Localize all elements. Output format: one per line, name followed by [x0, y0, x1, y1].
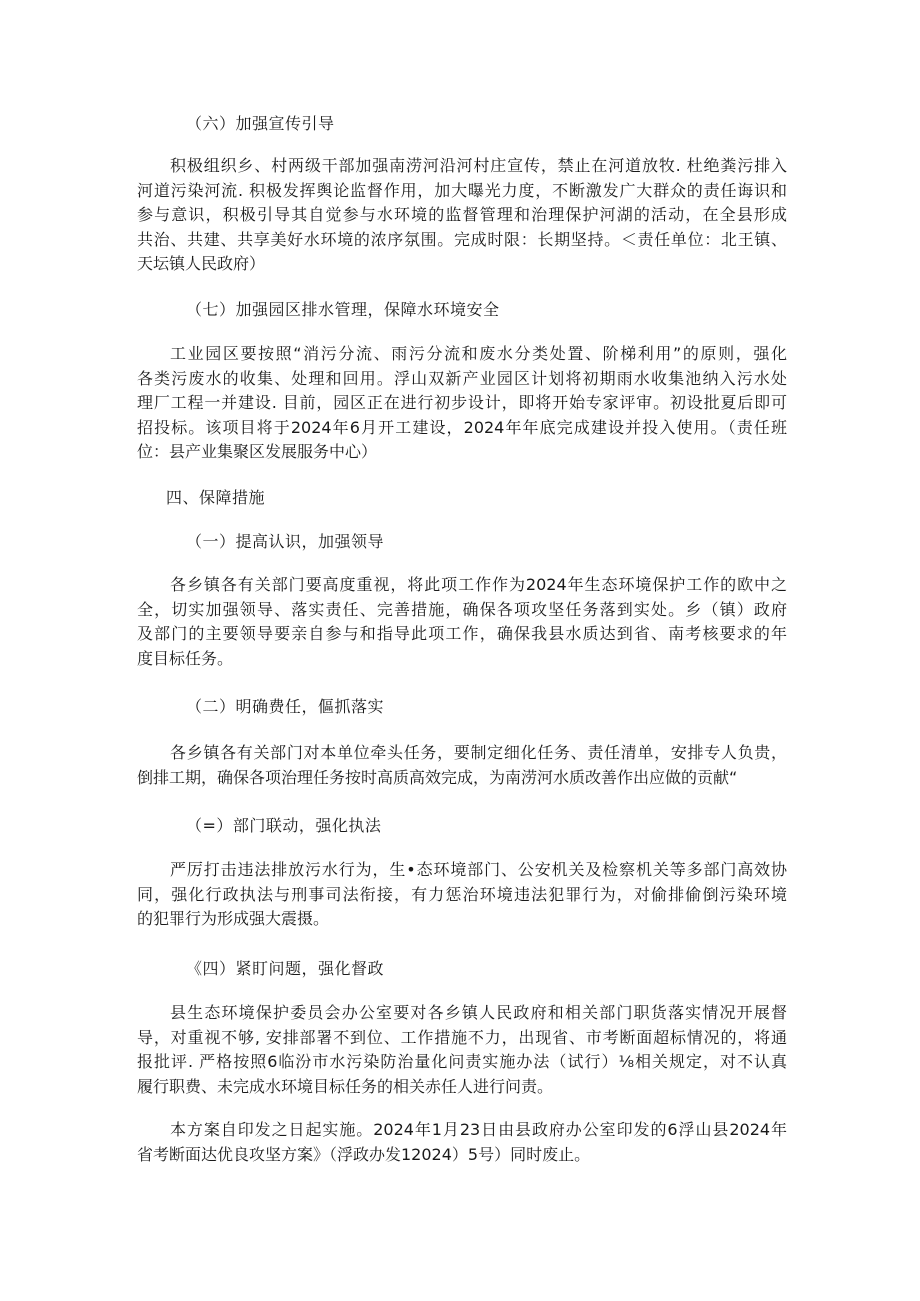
paragraph-line: 各乡镇各有关部门要高度重视，将此项工作作为2024年生态环境保护工作的欧中之	[170, 575, 787, 594]
paragraph-line: 省考断面达优良攻坚方案》（浮政办发12024）5号）同时废止。	[137, 1144, 591, 1164]
paragraph-line: 工业园区要按照“消污分流、雨污分流和废水分类处置、阶梯利用”的原则，强化	[170, 344, 787, 363]
section-heading-7: （七）加强园区排水管理，保障水环境安全	[186, 300, 500, 319]
section-heading-3: （=）部门联动，强化执法	[186, 816, 382, 835]
paragraph-line: 河道污染河流. 积极发挥舆论监督作用，加大曝光力度，不断激发广大群众的责任诲识和	[137, 180, 787, 200]
paragraph-line: 导，对重视不够, 安排部署不到位、工作措施不力，出现省、市考断面超标情况的，将通	[137, 1027, 787, 1047]
paragraph-line: 招投标。该项目将于2024年6月开工建设，2024年年底完成建设并投入使用。（责任班	[137, 417, 787, 437]
section-paragraph-6	[137, 154, 787, 277]
paragraph-line: 同，强化行政执法与刑事司法衔接，有力惩治环境违法犯罪行为，对偷排偷倒污染环境	[137, 884, 787, 904]
paragraph-line: 理厂工程一并建设. 目前，园区正在进行初步设计，即将开始专家评审。初设批夏后即可	[137, 393, 787, 413]
paragraph-line: 报批评. 严格按照6临汾市水污染防治量化问责实施办法（试行）⅛相关规定，对不认真	[137, 1052, 787, 1072]
paragraph-line: 及部门的主要领导要亲自参与和指导此项工作，确保我县水质达到省、南考核要求的年	[137, 624, 787, 644]
closing-paragraph	[137, 1118, 787, 1167]
section-paragraph-2	[137, 741, 787, 790]
section-heading-4: 《四）紧盯问题，强化督政	[186, 959, 385, 978]
paragraph-line: 天坛镇人民政府）	[137, 254, 266, 274]
paragraph-line: 严厉打击违法排放污水行为，生•态环境部门、公安机关及检察机关等多部门高效协	[170, 860, 787, 879]
section-paragraph-3	[137, 858, 787, 932]
section-paragraph-1	[137, 573, 787, 671]
section-paragraph-4	[137, 1001, 787, 1099]
paragraph-line: 履行职费、未完成水环境目标任务的相关赤任人进行问责。	[137, 1076, 554, 1096]
paragraph-line: 各类污废水的收集、处理和回用。浮山双新产业园区计划将初期雨水收集池纳入污水处	[137, 368, 787, 388]
section-heading-1: （一）提高认识，加强领导	[186, 532, 385, 551]
paragraph-line: 全，切实加强领导、落实责任、完善措施，确保各项攻坚任务落到实处。乡（镇）政府	[137, 599, 787, 619]
chapter-heading-4: 四、保障措施	[166, 488, 266, 507]
paragraph-line: 各乡镇各有关部门对本单位牵头任务，要制定细化任务、责任清单，安排专人负贵，	[170, 743, 787, 762]
paragraph-line: 共治、共建、共享美好水环境的浓序氛围。完成时限：长期坚持。＜责任单位：北王镇、	[137, 229, 787, 249]
paragraph-line: 本方案自印发之日起实施。2024年1月23日由县政府办公室印发的6浮山县2024年	[170, 1120, 787, 1139]
paragraph-line: 的犯罪行为形成强大震摄。	[137, 909, 330, 929]
paragraph-line: 参与意识，积极引导其自觉参与水环境的监督管理和治理保护河湖的活动，在全县形成	[137, 205, 787, 225]
paragraph-line: 度目标任务。	[137, 648, 234, 668]
section-heading-6: （六）加强宣传引导	[186, 114, 335, 133]
paragraph-line: 倒排工期，确保各项治理任务按时高质高效完成，为南涝河水质改善作出应做的贡献“	[137, 767, 738, 787]
section-paragraph-7	[137, 342, 787, 465]
paragraph-line: 位：县产业集聚区发展服务中心）	[137, 442, 378, 462]
paragraph-line: 县生态环境保护委员会办公室要对各乡镇人民政府和相关部门职货落实情况开展督	[170, 1003, 787, 1022]
paragraph-line: 积极组织乡、村两级干部加强南涝河沿河村庄宣传，禁止在河道放牧. 杜绝粪污排入	[170, 156, 787, 175]
section-heading-2: （二）明确费任，傴抓落实	[186, 697, 385, 716]
